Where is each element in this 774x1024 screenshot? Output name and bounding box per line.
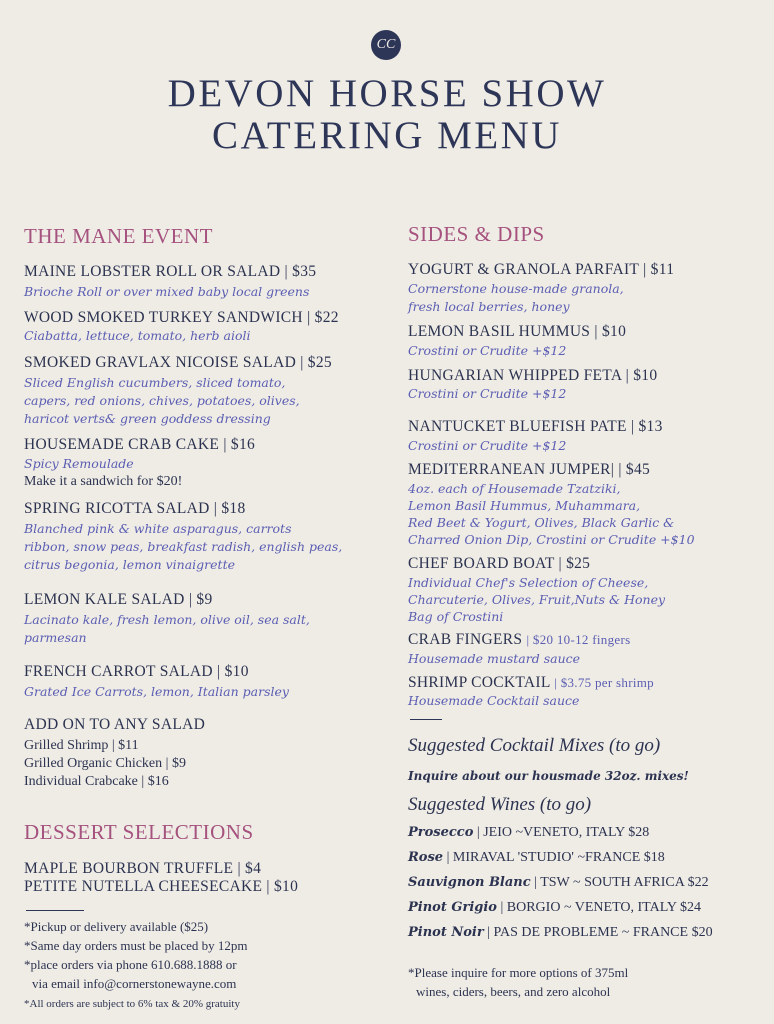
menu-item-desc: ribbon, snow peas, breakfast radish, english peas, [24, 539, 343, 554]
menu-item-desc: Individual Chef's Selection of Cheese, [408, 575, 649, 590]
wine-row [408, 925, 713, 941]
menu-item-desc: Sliced English cucumbers, sliced tomato, [24, 375, 286, 390]
wine-row [408, 825, 649, 841]
dessert-item: MAPLE BOURBON TRUFFLE | $4 [24, 860, 262, 877]
wine-detail: | MIRAVAL 'STUDIO' ~FRANCE $18 [446, 850, 665, 865]
menu-item-desc: citrus begonia, lemon vinaigrette [24, 557, 235, 572]
wine-type: Rose [408, 850, 444, 865]
menu-item-desc: Crostini or Crudite +$12 [408, 343, 567, 358]
divider [410, 719, 442, 720]
menu-item: LEMON KALE SALAD | $9 [24, 591, 213, 608]
cocktail-heading: Suggested Cocktail Mixes (to go) [408, 735, 661, 756]
logo-monogram: CC [371, 30, 401, 60]
menu-item-desc: Cornerstone house-made granola, [408, 281, 624, 296]
menu-item-desc: Grated Ice Carrots, lemon, Italian parsley [24, 684, 289, 699]
menu-item-desc: Lemon Basil Hummus, Muhammara, [408, 498, 641, 513]
wine-type: Prosecco [408, 825, 474, 840]
menu-item-desc: Brioche Roll or over mixed baby local greens [24, 284, 310, 299]
menu-item: MEDITERRANEAN JUMPER| | $45 [408, 461, 651, 478]
addon-line: Grilled Organic Chicken | $9 [24, 756, 186, 771]
addon-line: Grilled Shrimp | $11 [24, 738, 139, 753]
menu-item-desc: capers, red onions, chives, potatoes, olives, [24, 393, 300, 408]
menu-item-desc: haricot verts& green goddess dressing [24, 411, 271, 426]
menu-title-line2: CATERING MENU [212, 114, 562, 157]
wine-type: Pinot Grigio [408, 900, 497, 915]
menu-item: NANTUCKET BLUEFISH PATE | $13 [408, 418, 663, 435]
section-mane-event: THE MANE EVENT [24, 224, 213, 248]
wine-detail: | JEIO ~VENETO, ITALY $28 [476, 825, 650, 840]
menu-item-desc: Lacinato kale, fresh lemon, olive oil, sea salt, [24, 612, 310, 627]
order-note: *Same day orders must be placed by 12pm [24, 938, 248, 953]
menu-item [408, 631, 630, 649]
order-note: *Pickup or delivery available ($25) [24, 919, 209, 934]
menu-item: HOUSEMADE CRAB CAKE | $16 [24, 436, 256, 453]
menu-item-name: CRAB FINGERS [408, 631, 523, 648]
section-sides-dips: SIDES & DIPS [408, 222, 545, 246]
menu-item: MAINE LOBSTER ROLL OR SALAD | $35 [24, 263, 317, 280]
menu-item-desc: Spicy Remoulade [24, 456, 134, 471]
menu-item-desc: fresh local berries, honey [408, 299, 570, 314]
wines-heading: Suggested Wines (to go) [408, 794, 592, 815]
menu-item: CHEF BOARD BOAT | $25 [408, 555, 591, 572]
menu-item-desc: Crostini or Crudite +$12 [408, 438, 567, 453]
menu-title-line1: DEVON HORSE SHOW [167, 72, 607, 115]
menu-item-desc: Charred Onion Dip, Crostini or Crudite +$10 [408, 532, 695, 547]
menu-item-price: | $20 10-12 fingers [526, 632, 631, 647]
menu-item: FRENCH CARROT SALAD | $10 [24, 663, 249, 680]
menu-item: SPRING RICOTTA SALAD | $18 [24, 500, 246, 517]
wine-type: Sauvignon Blanc [408, 875, 531, 890]
tax-note: *All orders are subject to 6% tax & 20% gratuity [24, 998, 240, 1010]
menu-item-desc: Charcuterie, Olives, Fruit,Nuts & Honey [408, 592, 666, 607]
menu-item-desc: Housemade Cocktail sauce [408, 693, 580, 708]
menu-item: SMOKED GRAVLAX NICOISE SALAD | $25 [24, 354, 332, 371]
section-dessert: DESSERT SELECTIONS [24, 820, 254, 844]
addon-heading: ADD ON TO ANY SALAD [24, 716, 206, 733]
menu-item-desc: Bag of Crostini [408, 609, 504, 624]
cocktail-line: Inquire about our housmade 32oz. mixes! [408, 769, 689, 783]
order-note: *place orders via phone 610.688.1888 or [24, 957, 237, 972]
addon-line: Individual Crabcake | $16 [24, 774, 169, 789]
inquire-note: wines, ciders, beers, and zero alcohol [416, 984, 611, 999]
menu-item: HUNGARIAN WHIPPED FETA | $10 [408, 367, 658, 384]
wine-row [408, 875, 709, 891]
dessert-item: PETITE NUTELLA CHEESECAKE | $10 [24, 878, 299, 895]
wine-type: Pinot Noir [408, 925, 484, 940]
menu-item-desc: Red Beet & Yogurt, Olives, Black Garlic & [408, 515, 675, 530]
order-note: via email info@cornerstonewayne.com [32, 976, 237, 991]
menu-item-desc: 4oz. each of Housemade Tzatziki, [408, 481, 621, 496]
wine-row [408, 850, 665, 866]
inquire-note: *Please inquire for more options of 375ml [408, 965, 629, 980]
divider [26, 910, 84, 911]
menu-item: WOOD SMOKED TURKEY SANDWICH | $22 [24, 309, 339, 326]
menu-item-desc: Blanched pink & white asparagus, carrots [24, 521, 292, 536]
menu-item-price: | $3.75 per shrimp [554, 675, 654, 690]
menu-item-desc: Ciabatta, lettuce, tomato, herb aioli [24, 328, 251, 343]
menu-item-desc: parmesan [24, 630, 87, 645]
menu-item: LEMON BASIL HUMMUS | $10 [408, 323, 627, 340]
menu-item [408, 674, 654, 692]
menu-item-name: SHRIMP COCKTAIL [408, 674, 551, 691]
wine-row [408, 900, 701, 916]
wine-detail: | BORGIO ~ VENETO, ITALY $24 [500, 900, 701, 915]
menu-item-extra: Make it a sandwich for $20! [24, 474, 183, 489]
menu-item-desc: Crostini or Crudite +$12 [408, 386, 567, 401]
menu-item: YOGURT & GRANOLA PARFAIT | $11 [408, 261, 675, 278]
menu-item-desc: Housemade mustard sauce [408, 651, 581, 666]
wine-detail: | TSW ~ SOUTH AFRICA $22 [534, 875, 709, 890]
wine-detail: | PAS DE PROBLEME ~ FRANCE $20 [487, 925, 713, 940]
